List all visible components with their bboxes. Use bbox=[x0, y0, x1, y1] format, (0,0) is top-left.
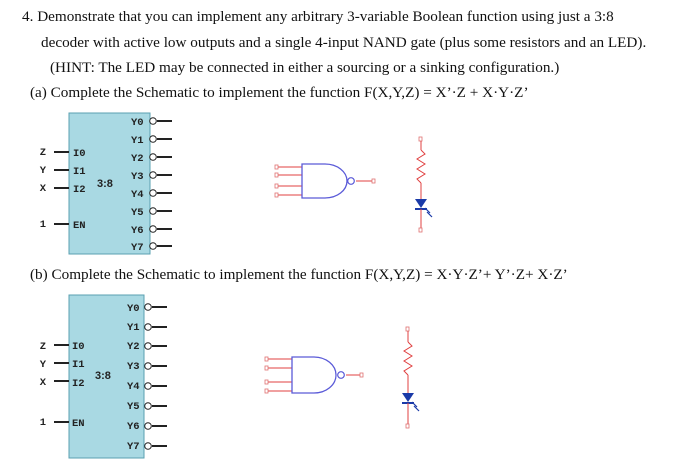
output-wires bbox=[152, 307, 167, 446]
pin-y4: Y4 bbox=[127, 380, 140, 393]
pin-i0: I0 bbox=[72, 340, 85, 353]
output-bubbles bbox=[145, 304, 152, 450]
pin-y3: Y3 bbox=[131, 170, 144, 183]
pin-i1: I1 bbox=[73, 165, 86, 178]
decoder-type-label: 3:8 bbox=[95, 369, 111, 382]
signal-y: Y bbox=[39, 164, 46, 177]
pin-en: EN bbox=[73, 219, 86, 232]
signal-x: X bbox=[39, 182, 46, 195]
signal-z: Z bbox=[39, 340, 46, 353]
pin-i2: I2 bbox=[72, 377, 85, 390]
problem-line-1: 4. Demonstrate that you can implement any arbitrary 3-variable Boolean function using just a 3:8 bbox=[22, 8, 614, 25]
problem-hint: (HINT: The LED may be connected in either a sourcing or a sinking configuration.) bbox=[50, 59, 560, 76]
decoder-type-label: 3:8 bbox=[97, 177, 113, 190]
signal-z: Z bbox=[39, 146, 46, 159]
pin-y7: Y7 bbox=[131, 241, 144, 254]
problem-line-2: decoder with active low outputs and a single 4-input NAND gate (plus some resistors and an LED). bbox=[41, 34, 647, 51]
pin-i2: I2 bbox=[73, 183, 86, 196]
pin-y3: Y3 bbox=[127, 360, 140, 373]
pin-y7: Y7 bbox=[127, 440, 140, 453]
pin-y4: Y4 bbox=[131, 188, 144, 201]
pin-y6: Y6 bbox=[127, 420, 140, 433]
signal-x: X bbox=[39, 376, 46, 389]
signal-enable: 1 bbox=[39, 416, 46, 429]
pin-en: EN bbox=[72, 417, 85, 430]
pin-y5: Y5 bbox=[131, 206, 144, 219]
led-resistor bbox=[402, 327, 419, 428]
part-a-heading: (a) Complete the Schematic to implement the function F(X,Y,Z) = X’·Z + X·Y·Z’ bbox=[30, 84, 529, 101]
pin-y0: Y0 bbox=[131, 116, 144, 129]
pin-y6: Y6 bbox=[131, 224, 144, 237]
pin-y1: Y1 bbox=[131, 134, 144, 147]
pin-i0: I0 bbox=[73, 147, 86, 160]
part-b-heading: (b) Complete the Schematic to implement the function F(X,Y,Z) = X·Y·Z’+ Y’·Z+ X·Z’ bbox=[30, 266, 568, 283]
nand-gate bbox=[265, 357, 363, 393]
pin-y2: Y2 bbox=[131, 152, 144, 165]
signal-y: Y bbox=[39, 358, 46, 371]
pin-y1: Y1 bbox=[127, 321, 140, 334]
signal-enable: 1 bbox=[39, 218, 46, 231]
pin-y0: Y0 bbox=[127, 302, 140, 315]
pin-i1: I1 bbox=[72, 358, 85, 371]
pin-y5: Y5 bbox=[127, 400, 140, 413]
pin-y2: Y2 bbox=[127, 340, 140, 353]
